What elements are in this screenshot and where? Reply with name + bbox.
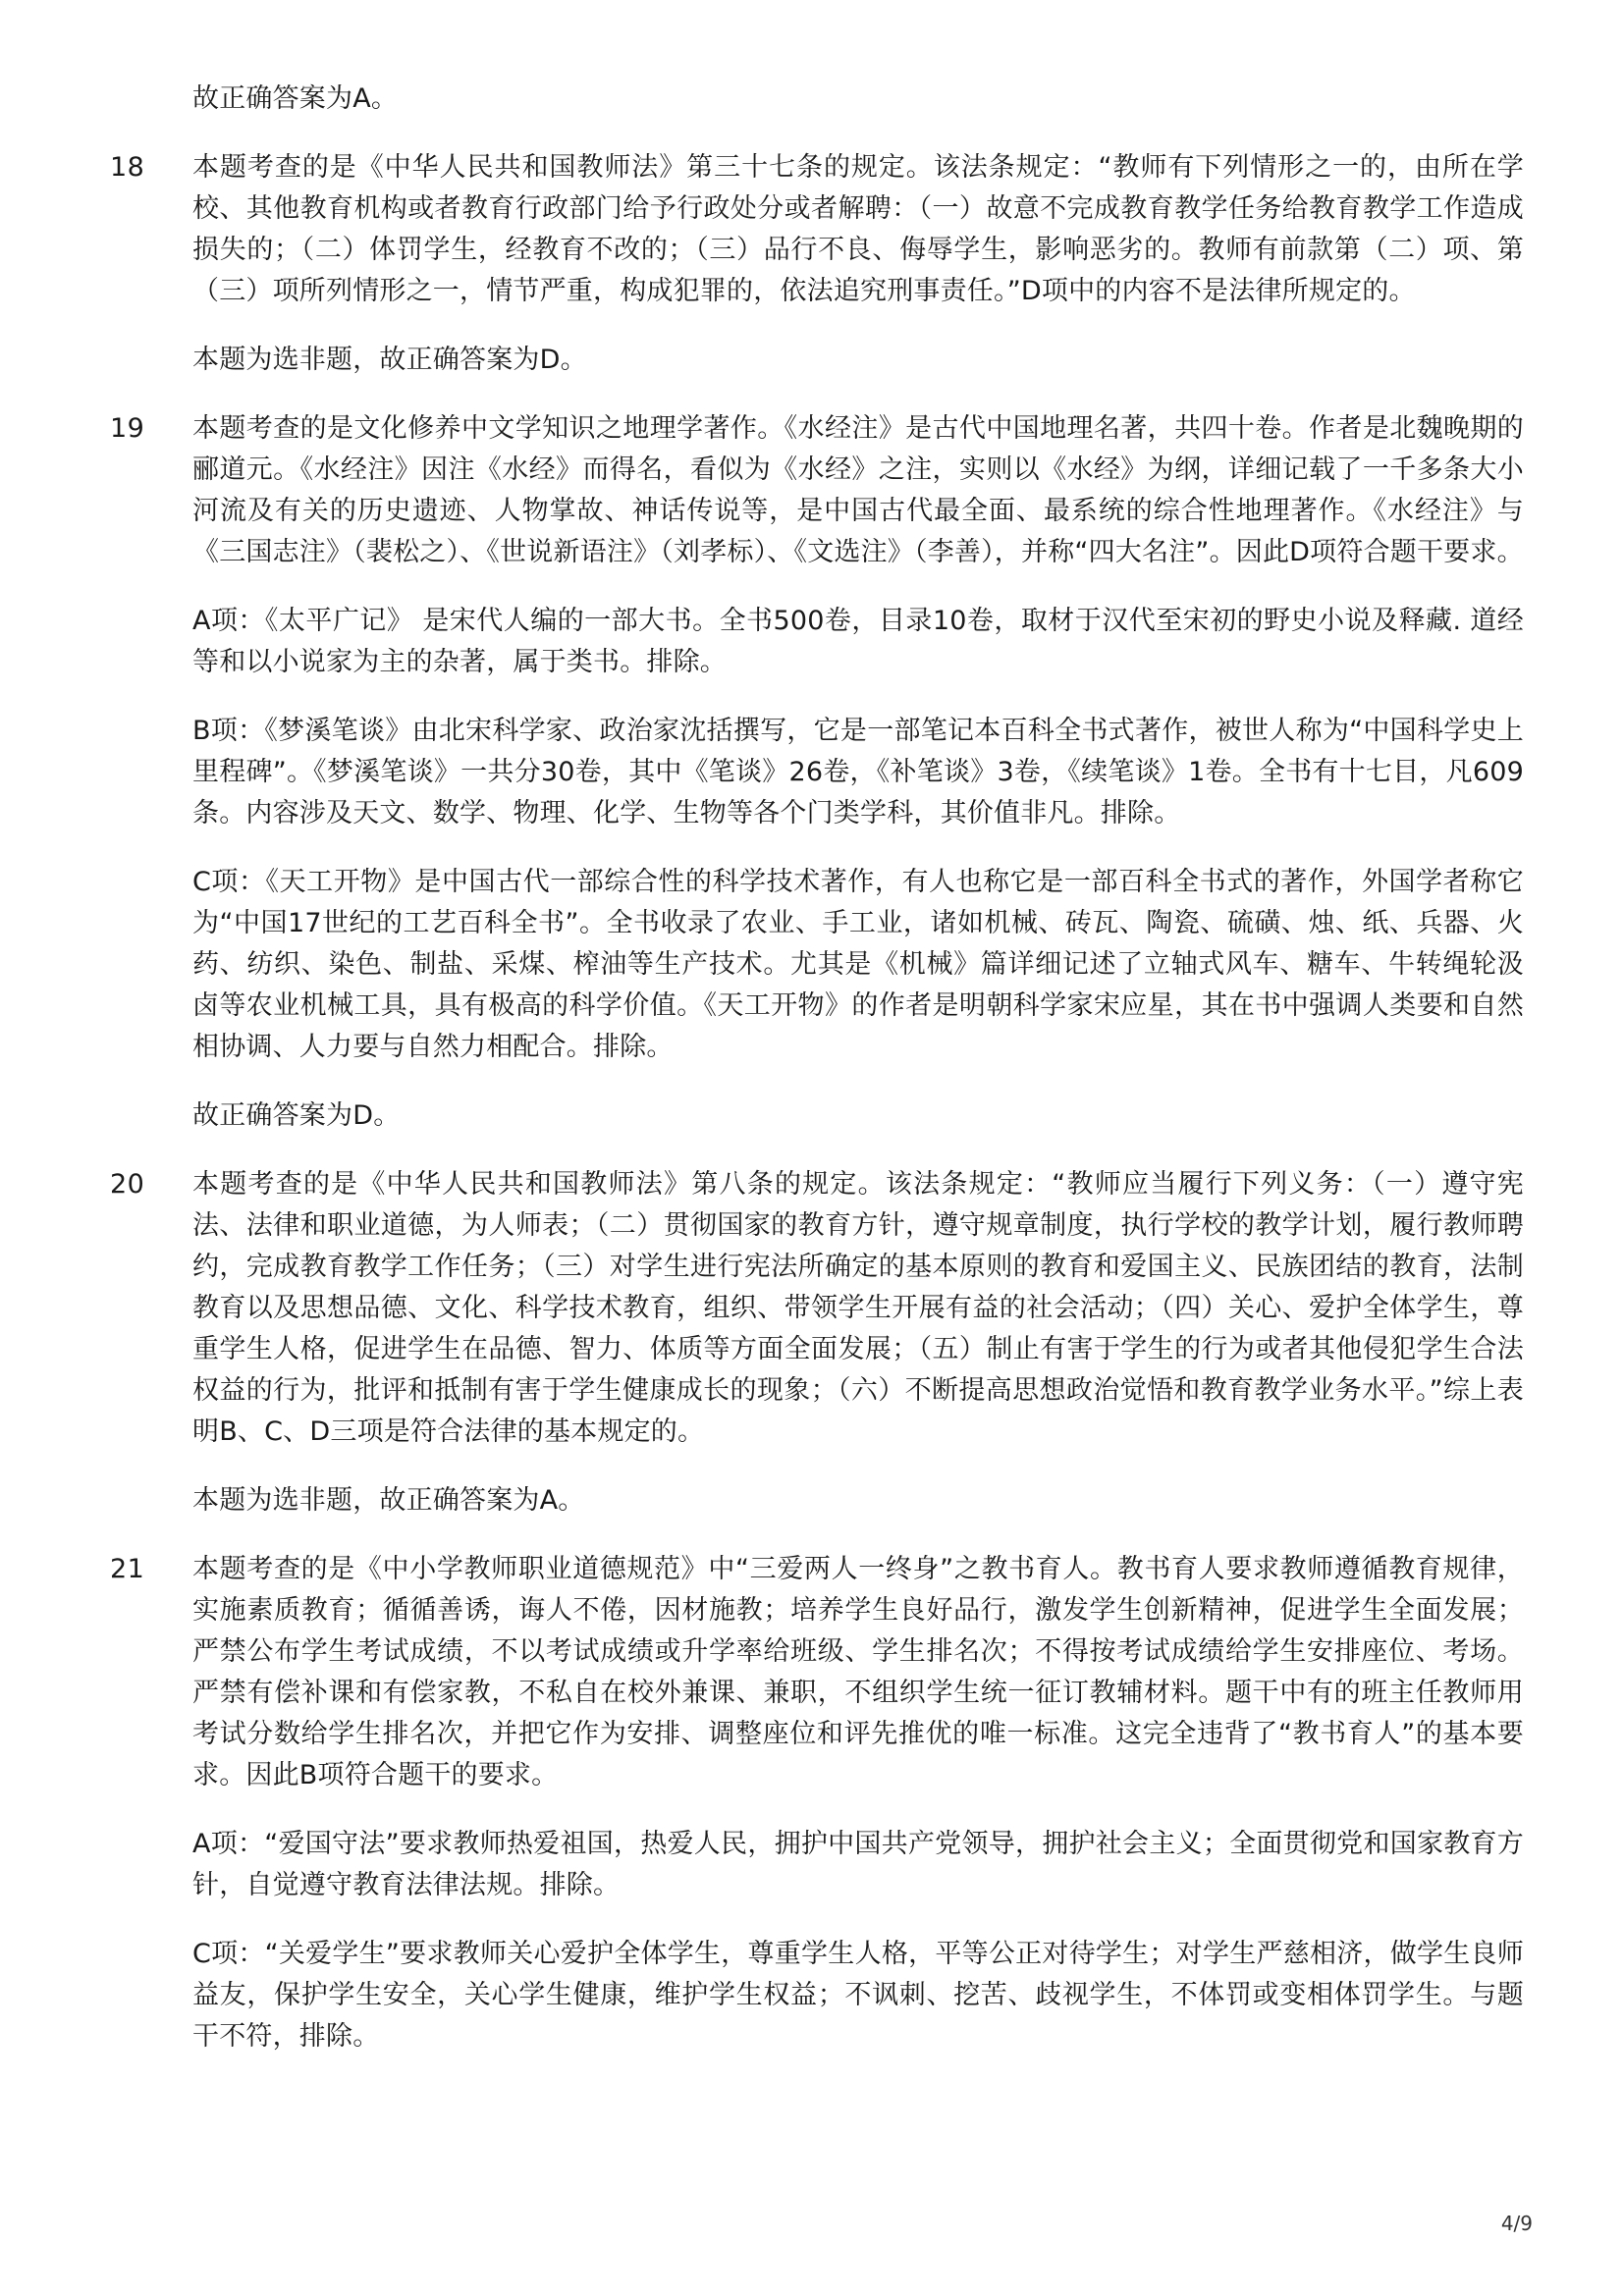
answer-line: 本题为选非题，故正确答案为A。	[192, 1485, 585, 1516]
question-18	[110, 147, 1524, 381]
explanation-paragraph: 本题考查的是《中小学教师职业道德规范》中“三爱两人一终身”之教书育人。教书育人要求教师遵循教育规律，实施素质教育；循循善诱，诲人不倦，因材施教；培养学生良好品行，激发学生创新精神，促进学生全面发展；严禁公布学生考试成绩，不以考试成绩或升学率给班级、学生排名次；不得按考试成绩给学生安排座位、考场。严禁有偿补课和有偿家教，不私自在校外兼课、兼职，不组织学生统一征订教辅材料。题干中有的班主任教师用考试分数给学生排名次，并把它作为安排、调整座位和评先推优的唯一标准。这完全违背了“教书育人”的基本要求。因此B项符合题干的要求。	[192, 1554, 1524, 1790]
explanation-paragraph: 本题考查的是《中华人民共和国教师法》第八条的规定。该法条规定：“教师应当履行下列义务：（一）遵守宪法、法律和职业道德，为人师表；（二）贯彻国家的教育方针，遵守规章制度，执行学校的教学计划，履行教师聘约，完成教育教学工作任务；（三）对学生进行宪法所确定的基本原则的教育和爱国主义、民族团结的教育，法制教育以及思想品德、文化、科学技术教育，组织、带领学生开展有益的社会活动；（四）关心、爱护全体学生，尊重学生人格，促进学生在品德、智力、体质等方面全面发展；（五）制止有害于学生的行为或者其他侵犯学生合法权益的行为，批评和抵制有害于学生健康成长的现象；（六）不断提高思想政治觉悟和教育教学业务水平。”综上表明B、C、D三项是符合法律的基本规定的。	[192, 1169, 1524, 1447]
intro-block	[110, 79, 1524, 120]
page-number: 4/9	[1500, 2212, 1533, 2235]
question-number: 21	[110, 1554, 145, 1584]
page-content	[110, 79, 1524, 2085]
option-a-paragraph: A项：“爱国守法”要求教师热爱祖国，热爱人民，拥护中国共产党领导，拥护社会主义；全面贯彻党和国家教育方针，自觉遵守教育法律法规。排除。	[192, 1829, 1524, 1900]
option-a-paragraph: A项：《太平广记》 是宋代人编的一部大书。全书500卷，目录10卷，取材于汉代至宋初的野史小说及释藏. 道经等和以小说家为主的杂著，属于类书。排除。	[192, 606, 1524, 677]
answer-line: 本题为选非题，故正确答案为D。	[192, 345, 587, 375]
answer-line: 故正确答案为A。	[192, 83, 399, 114]
explanation-paragraph: 本题考查的是《中华人民共和国教师法》第三十七条的规定。该法条规定：“教师有下列情形之一的，由所在学校、其他教育机构或者教育行政部门给予行政处分或者解聘：（一）故意不完成教育教学任务给教育教学工作造成损失的；（二）体罚学生，经教育不改的；（三）品行不良、侮辱学生，影响恶劣的。教师有前款第（二）项、第（三）项所列情形之一，情节严重，构成犯罪的，依法追究刑事责任。”D项中的内容不是法律所规定的。	[192, 152, 1524, 306]
question-number: 19	[110, 413, 145, 444]
option-c-paragraph: C项：“关爱学生”要求教师关心爱护全体学生，尊重学生人格，平等公正对待学生；对学生严慈相济，做学生良师益友，保护学生安全，关心学生健康，维护学生权益；不讽刺、挖苦、歧视学生，不体罚或变相体罚学生。与题干不符，排除。	[192, 1939, 1524, 2052]
question-number: 18	[110, 152, 145, 183]
answer-line: 故正确答案为D。	[192, 1100, 401, 1131]
question-21	[110, 1549, 1524, 2057]
option-c-paragraph: C项：《天工开物》是中国古代一部综合性的科学技术著作，有人也称它是一部百科全书式的著作，外国学者称它为“中国17世纪的工艺百科全书”。全书收录了农业、手工业，诸如机械、砖瓦、陶瓷、硫磺、烛、纸、兵器、火药、纺织、染色、制盐、采煤、榨油等生产技术。尤其是《机械》篇详细记述了立轴式风车、糖车、牛转绳轮汲卤等农业机械工具，具有极高的科学价值。《天工开物》的作者是明朝科学家宋应星，其在书中强调人类要和自然相协调、人力要与自然力相配合。排除。	[192, 867, 1524, 1062]
option-b-paragraph: B项：《梦溪笔谈》由北宋科学家、政治家沈括撰写，它是一部笔记本百科全书式著作，被世人称为“中国科学史上里程碑”。《梦溪笔谈》一共分30卷，其中《笔谈》26卷，《补笔谈》3卷，《续笔谈》1卷。全书有十七目，凡609条。内容涉及天文、数学、物理、化学、生物等各个门类学科，其价值非凡。排除。	[192, 716, 1524, 828]
question-20	[110, 1164, 1524, 1522]
question-19	[110, 408, 1524, 1137]
question-number: 20	[110, 1169, 145, 1200]
explanation-paragraph: 本题考查的是文化修养中文学知识之地理学著作。《水经注》是古代中国地理名著，共四十卷。作者是北魏晚期的郦道元。《水经注》因注《水经》而得名，看似为《水经》之注，实则以《水经》为纲，详细记载了一千多条大小河流及有关的历史遗迹、人物掌故、神话传说等，是中国古代最全面、最系统的综合性地理著作。《水经注》与《三国志注》（裴松之）、《世说新语注》（刘孝标）、《文选注》（李善），并称“四大名注”。因此D项符合题干要求。	[192, 413, 1524, 567]
